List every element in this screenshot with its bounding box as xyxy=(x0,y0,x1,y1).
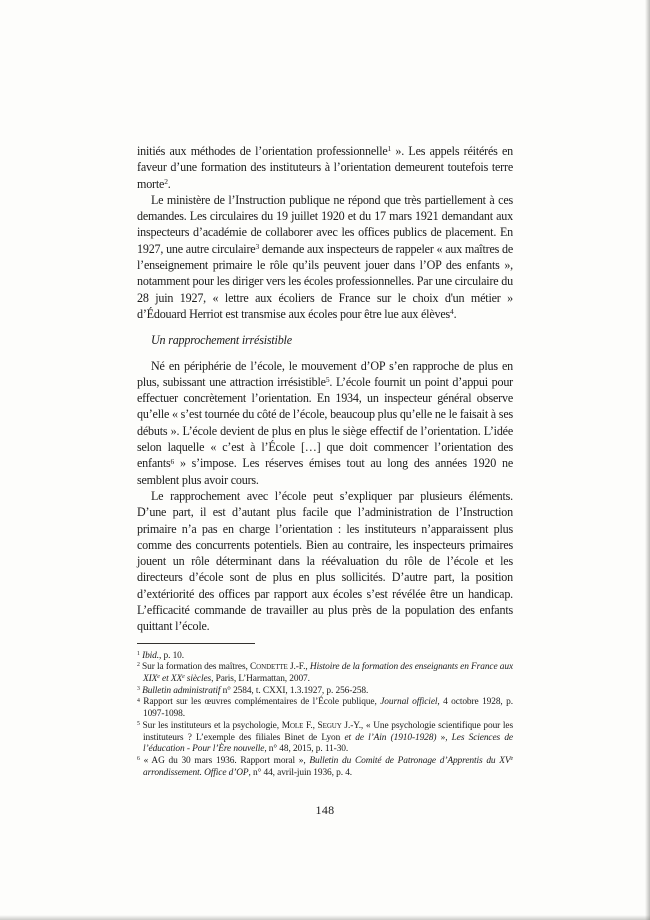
scan-edge-shadow-bottom xyxy=(0,915,650,920)
main-text-column xyxy=(137,143,513,779)
footnote-2: $^2$ Sur la formation des maîtres, Condette J.-F., Histoire de la formation des enseignants en France aux XIXe et XXe siècles, Paris, L’Harmattan, 2007. xyxy=(137,662,514,685)
footnote-4: $^4$ Rapport sur les œuvres complémentaires de l’École publique, Journal officiel, 4 octobre 1928, p. 1097-1098. xyxy=(137,697,513,720)
footnotes-section xyxy=(137,643,513,780)
footnote-separator-rule xyxy=(137,643,255,644)
scan-edge-shadow-right xyxy=(645,0,650,920)
paragraph-3: Né en périphérie de l’école, le mouvement d’OP s’en rapproche de plus en plus, subissant une attraction irrésistible$^5$. L’école fournit un point d’appui pour effectuer concrètement l’orientation. En 1934, un inspecteur général observe qu’elle « s’est tournée du côté de l’école, beaucoup plus qu’elle ne le faisait à ses débuts ». L’école devient de plus en plus le siège effectif de l’orientation. L’idée selon laquelle « c’est à l’École […] que doit commencer l’orientation des enfants$^6$ » s’impose. Les réserves émises tout au long des années 1920 ne semblent plus avoir cours. xyxy=(137,358,513,487)
footnote-6: $^6$ « AG du 30 mars 1936. Rapport moral », Bulletin du Comité de Patronage d’Apprentis du XVe arrondissement. Office d’OP, n° 44, avril-juin 1936, p. 4. xyxy=(137,755,513,778)
paragraph-2: Le ministère de l’Instruction publique ne répond que très partiellement à ces demandes. Les circulaires du 19 juillet 1920 et du 17 mars 1921 demandant aux inspecteurs d’académie de collaborer avec les offices publics de placement. En 1927, une autre circulaire$^3$ demande aux inspecteurs de rappeler « aux maîtres de l’enseignement primaire le rôle qu’ils peuvent jouer dans l’OP des enfants », notamment pour les diriger vers les écoles professionnelles. Par une circulaire du 28 juin 1927, « lettre aux écoliers de France sur le choix d'un métier » d’Édouard Herriot est transmise aux écoles pour être lue aux élèves$^4$. xyxy=(137,192,513,321)
footnote-3: $^3$ Bulletin administratif n° 2584, t. CXXI, 1.3.1927, p. 256-258. xyxy=(137,685,369,696)
page-number: 148 xyxy=(315,803,335,817)
footnote-1: $^1$ Ibid., p. 10. xyxy=(137,650,184,661)
paragraph-1: initiés aux méthodes de l’orientation professionnelle$^1$ ». Les appels réitérés en faveur d’une formation des instituteurs à l’orientation demeurent toutefois terre morte$^2$. xyxy=(137,144,513,191)
footnote-5: $^5$ Sur les instituteurs et la psychologie, Mole F., Seguy J.-Y., « Une psychologie scientifique pour les instituteurs ? L’exemple des filiales Binet de Lyon et de l’Ain (1910-1928) », Les Sciences de l’éducation - Pour l’Ère nouvelle, n° 48, 2015, p. 11-30. xyxy=(137,720,514,755)
paragraph-4: Le rapprochement avec l’école peut s’expliquer par plusieurs éléments. D’une part, il est d’autant plus facile que l’administration de l’Instruction primaire n’a pas en charge l’orientation : les instituteurs n’apparaissent plus comme des concurrents potentiels. Bien au contraire, les inspecteurs primaires jouent un rôle déterminant dans la réévaluation du rôle de l’école et les directeurs d’école sont de plus en plus sollicités. D’autre part, la position d’extériorité des offices par rapport aux écoles s’est révélée être un handicap. L’efficacité commande de travailler au plus près de la population des enfants quittant l’école. xyxy=(137,488,513,634)
section-heading: Un rapprochement irrésistible xyxy=(151,333,292,348)
